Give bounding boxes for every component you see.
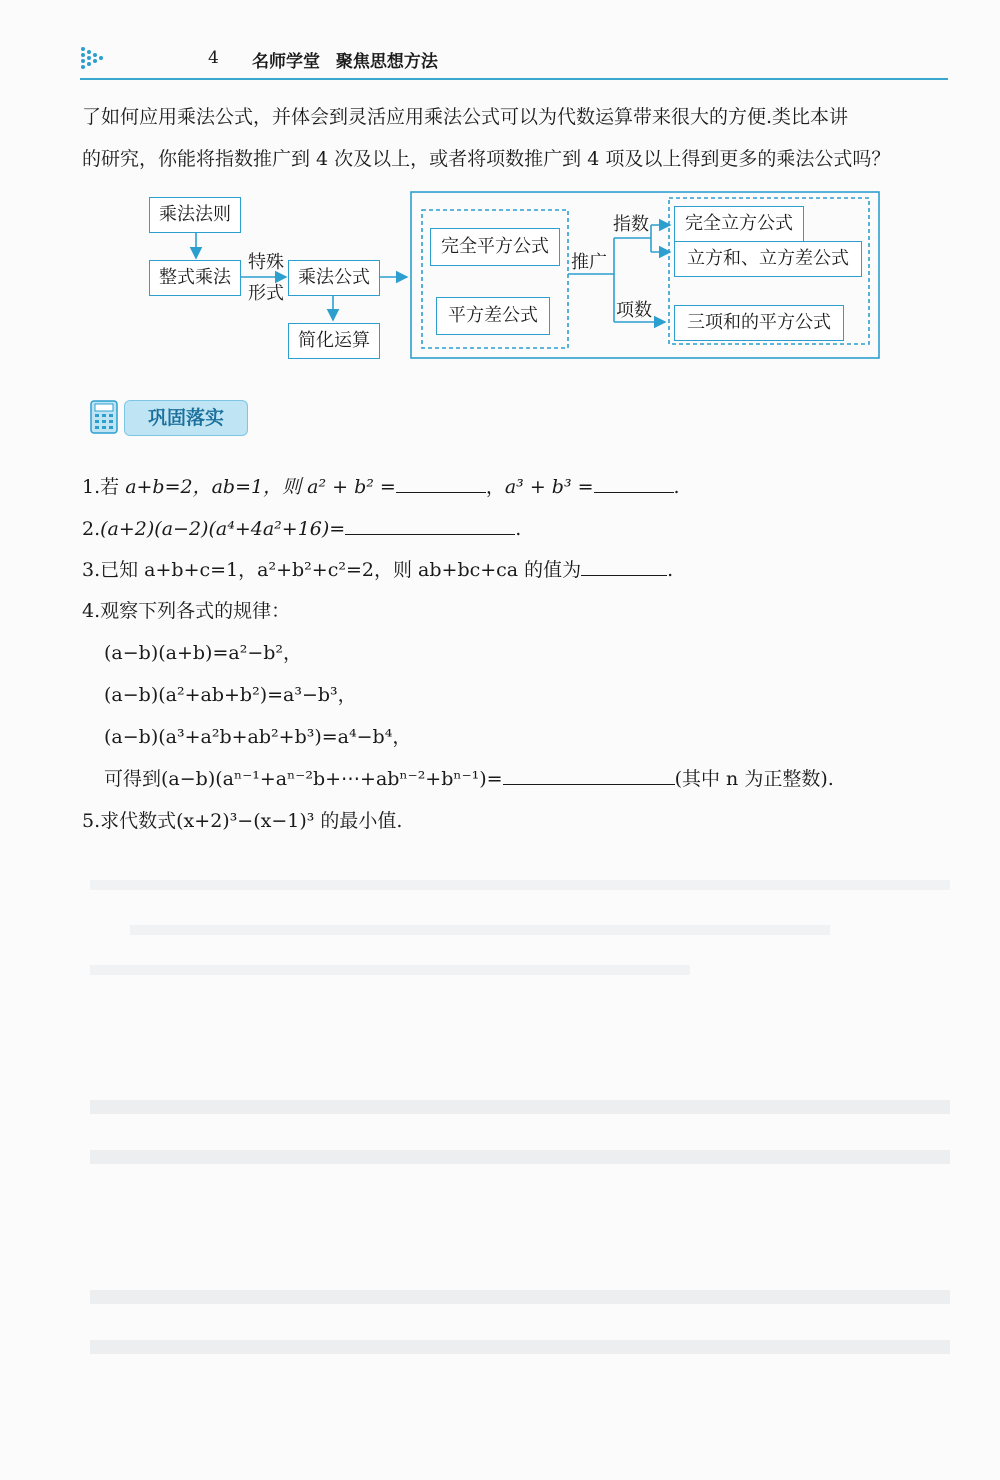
- q4-line-4-note: (其中 n 为正整数).: [674, 768, 834, 790]
- label-generalize: 推广: [571, 252, 607, 273]
- box-perfect-cube: 完全立方公式: [674, 206, 804, 242]
- question-1: [82, 474, 680, 500]
- q4-line-4-expr: 可得到(a−b)(aⁿ⁻¹+aⁿ⁻²b+⋯+abⁿ⁻²+bⁿ⁻¹)=: [104, 768, 503, 790]
- intro-line-2: 的研究，你能将指数推广到 4 次及以上，或者将项数推广到 4 项及以上得到更多的乘法公式吗？: [82, 148, 891, 170]
- q2-blank[interactable]: [345, 516, 515, 535]
- box-multiplication-formula: 乘法公式: [288, 260, 380, 296]
- box-cube-sum-difference: 立方和、立方差公式: [674, 241, 862, 277]
- q1-expr-1: a² + b² =: [307, 476, 396, 498]
- intro-line-1: 了如何应用乘法公式，并体会到灵活应用乘法公式可以为代数运算带来很大的方便.类比本讲: [82, 106, 849, 128]
- dot-arrow-icon: [80, 46, 106, 72]
- q3-blank[interactable]: [581, 557, 667, 576]
- page-header: [80, 44, 948, 80]
- label-special: 特殊: [248, 252, 284, 273]
- box-simplify: 简化运算: [288, 323, 380, 359]
- q1-pre: 若: [100, 476, 126, 498]
- question-3: [82, 557, 673, 583]
- section-tab: [124, 400, 248, 436]
- box-multiplication-rule: 乘法法则: [149, 197, 241, 233]
- q4-text: 观察下列各式的规律：: [100, 600, 291, 622]
- q5-text: 求代数式(x+2)³−(x−1)³ 的最小值.: [100, 810, 403, 832]
- q1-blank-1[interactable]: [396, 474, 486, 493]
- question-4: [82, 598, 290, 624]
- q4-line-2: (a−b)(a²+ab+b²)=a³−b³，: [104, 684, 357, 706]
- question-2: [82, 516, 521, 542]
- q4-blank[interactable]: [503, 766, 675, 785]
- q1-blank-2[interactable]: [594, 474, 674, 493]
- q5-number: 5.: [82, 810, 101, 832]
- header-title: 名师学堂 聚焦思想方法: [252, 52, 438, 72]
- calculator-icon: [90, 400, 118, 434]
- q1-number: 1.: [82, 476, 101, 498]
- q1-end: .: [673, 476, 680, 498]
- label-terms: 项数: [616, 300, 652, 321]
- q4-line-4: [104, 766, 834, 792]
- label-exponent: 指数: [613, 214, 649, 235]
- q3-end: .: [667, 559, 674, 581]
- q2-number: 2.: [82, 518, 101, 540]
- section-title: 巩固落实: [147, 407, 224, 429]
- q2-expr: (a+2)(a−2)(a⁴+4a²+16)=: [100, 518, 346, 540]
- page-number: 4: [208, 48, 219, 68]
- q4-line-3: (a−b)(a³+a²b+ab²+b³)=a⁴−b⁴，: [104, 726, 412, 748]
- q1-expr-2: a³ + b³ =: [504, 476, 594, 498]
- question-5: [82, 808, 402, 834]
- q4-line-1: (a−b)(a+b)=a²−b²，: [104, 642, 303, 664]
- q1-separator: ，: [485, 476, 505, 498]
- q4-number: 4.: [82, 600, 101, 622]
- q3-number: 3.: [82, 559, 101, 581]
- box-difference-of-squares: 平方差公式: [436, 297, 550, 335]
- box-polynomial-multiplication: 整式乘法: [149, 260, 241, 296]
- q1-condition: a+b=2，ab=1，则: [125, 476, 308, 498]
- label-form: 形式: [248, 283, 284, 304]
- q2-end: .: [515, 518, 522, 540]
- header-rule: [80, 78, 948, 80]
- box-perfect-square: 完全平方公式: [430, 228, 560, 266]
- box-trinomial-square: 三项和的平方公式: [674, 305, 844, 341]
- q3-text: 已知 a+b+c=1，a²+b²+c²=2，则 ab+bc+ca 的值为: [100, 559, 582, 581]
- section-consolidate: [90, 398, 250, 438]
